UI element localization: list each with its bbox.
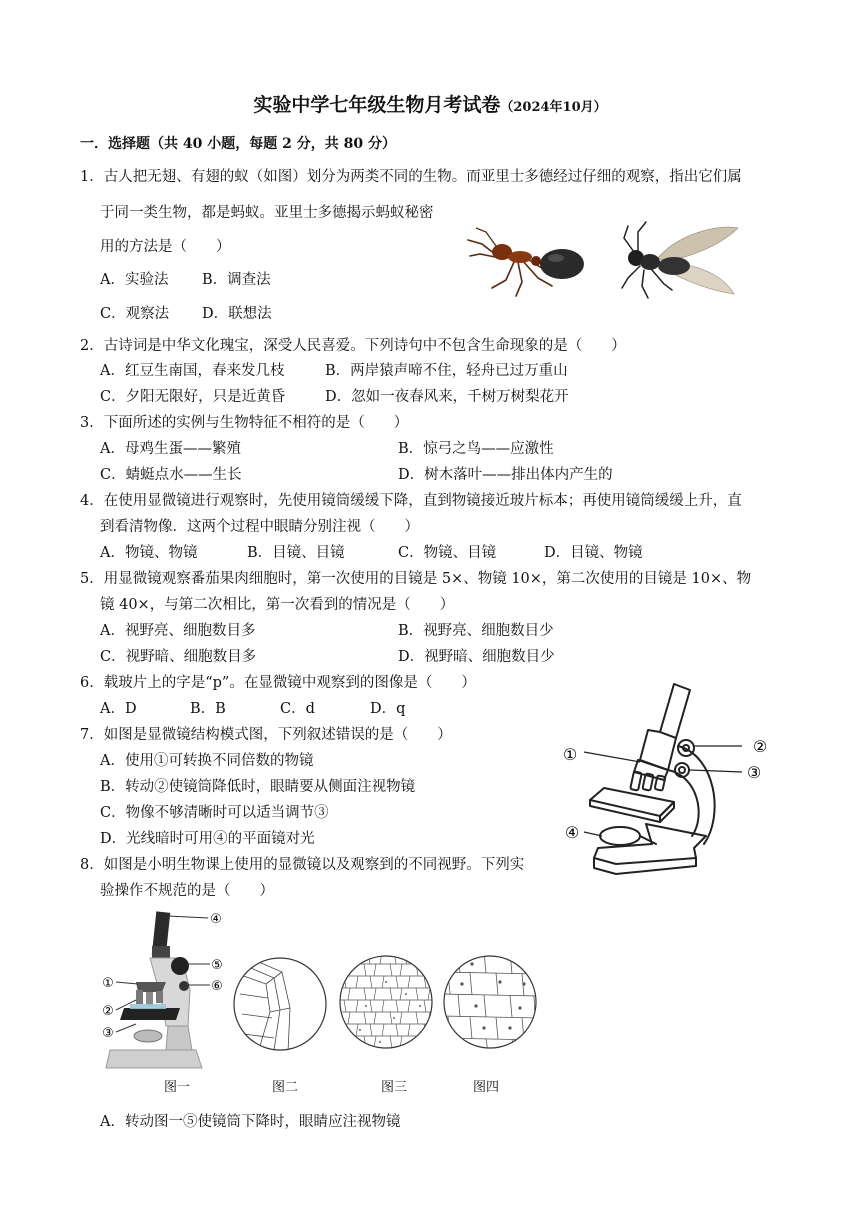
q6-option-d: D．q: [370, 701, 406, 717]
microscope-photo-fig1: [96, 908, 232, 1078]
q2-option-b: B．两岸猿声啼不住，轻舟已过万重山: [325, 363, 568, 379]
q5-line1: 5．用显微镜观察番茄果肉细胞时，第一次使用的目镜是 5×、物镜 10×，第二次使用的目镜是 10×、物: [80, 571, 752, 587]
q3-option-d: D．树木落叶——排出体内产生的: [398, 467, 613, 483]
q1-line2: 于同一类生物，都是蚂蚁。亚里士多德揭示蚂蚁秘密: [100, 205, 434, 221]
q4-option-c: C．物镜、目镜: [398, 545, 497, 561]
q4-option-b: B．目镜、目镜: [247, 545, 345, 561]
q4-line1: 4．在使用显微镜进行观察时，先使用镜筒缓缓下降，直到物镜接近玻片标本；再使用镜筒缓缓上升，直: [80, 493, 742, 509]
fig8-label-3: ③: [102, 1026, 114, 1041]
cell-view-fig3: [336, 952, 436, 1052]
q5-option-d: D．视野暗、细胞数目少: [398, 649, 555, 665]
fig8-label-5: ⑤: [211, 958, 223, 973]
q8-option-a: A．转动图一⑤使镜筒下降时，眼睛应注视物镜: [100, 1114, 401, 1130]
q1-option-b: B．调查法: [202, 272, 271, 288]
title-date: （2024年10月）: [500, 100, 607, 115]
q4-option-d: D．目镜、物镜: [544, 545, 643, 561]
q7-option-b: B．转动②使镜筒降低时，眼睛要从侧面注视物镜: [100, 779, 416, 795]
q1-option-a: A．实验法: [100, 272, 169, 288]
page-title: [0, 92, 860, 121]
fig8-label-4: ④: [210, 912, 222, 927]
q7-option-a: A．使用①可转换不同倍数的物镜: [100, 753, 314, 769]
fig7-label-3: ③: [746, 763, 762, 782]
fig8-label-2: ②: [102, 1004, 114, 1019]
q6-option-a: A．D: [100, 701, 137, 717]
cell-view-fig2: [230, 954, 330, 1054]
fig8-caption-3: 图三: [381, 1080, 408, 1095]
q5-option-b: B．视野亮、细胞数目少: [398, 623, 554, 639]
q3-option-b: B．惊弓之鸟——应激性: [398, 441, 554, 457]
q5-option-c: C．视野暗、细胞数目多: [100, 649, 257, 665]
q6-option-c: C．d: [280, 701, 315, 717]
q6-option-b: B．B: [190, 701, 226, 717]
q2-line1: 2．古诗词是中华文化瑰宝，深受人民喜爱。下列诗句中不包含生命现象的是（ ）: [80, 338, 626, 354]
q3-line1: 3．下面所述的实例与生物特征不相符的是（ ）: [80, 415, 409, 431]
q6-line1: 6．载玻片上的字是“p”。在显微镜中观察到的图像是（ ）: [80, 675, 476, 691]
winged-ant-image: [608, 214, 748, 304]
fig8-caption-2: 图二: [272, 1080, 299, 1095]
fig8-caption-4: 图四: [473, 1080, 500, 1095]
q7-option-c: C．物像不够清晰时可以适当调节③: [100, 805, 329, 821]
q3-option-c: C．蜻蜓点水——生长: [100, 467, 242, 483]
section-heading: 一．选择题（共 40 小题，每题 2 分，共 80 分）: [80, 136, 396, 152]
q8-line1: 8．如图是小明生物课上使用的显微镜以及观察到的不同视野。下列实: [80, 857, 525, 873]
title-main: 实验中学七年级生物月考试卷: [253, 94, 501, 116]
q2-option-a: A．红豆生南国，春来发几枝: [100, 363, 285, 379]
wingless-ant-image: [462, 214, 602, 300]
fig7-label-2: ②: [752, 737, 768, 756]
fig7-label-1: ①: [562, 745, 578, 764]
fig8-label-1: ①: [102, 976, 114, 991]
q4-line2: 到看清物像．这两个过程中眼睛分别注视（ ）: [100, 519, 419, 535]
q1-option-d: D．联想法: [202, 306, 272, 322]
q4-option-a: A．物镜、物镜: [100, 545, 198, 561]
q1-line3: 用的方法是（ ）: [100, 239, 231, 255]
fig7-label-4: ④: [564, 823, 580, 842]
q8-line2: 验操作不规范的是（ ）: [100, 883, 274, 899]
q5-option-a: A．视野亮、细胞数目多: [100, 623, 256, 639]
cell-view-fig4: [440, 952, 540, 1052]
q2-option-c: C．夕阳无限好，只是近黄昏: [100, 389, 286, 405]
q7-line1: 7．如图是显微镜结构模式图，下列叙述错误的是（ ）: [80, 727, 452, 743]
fig8-label-6: ⑥: [211, 979, 223, 994]
fig8-caption-1: 图一: [164, 1080, 191, 1095]
microscope-diagram-q7: [556, 676, 786, 890]
q3-option-a: A．母鸡生蛋——繁殖: [100, 441, 241, 457]
q1-line1: 1．古人把无翅、有翅的蚁（如图）划分为两类不同的生物。而亚里士多德经过仔细的观察，指出它们属: [80, 169, 742, 185]
q5-line2: 镜 40×，与第二次相比，第一次看到的情况是（ ）: [100, 597, 455, 613]
q7-option-d: D．光线暗时可用④的平面镜对光: [100, 831, 315, 847]
q2-option-d: D．忽如一夜春风来，千树万树梨花开: [325, 389, 569, 405]
q1-option-c: C．观察法: [100, 306, 170, 322]
